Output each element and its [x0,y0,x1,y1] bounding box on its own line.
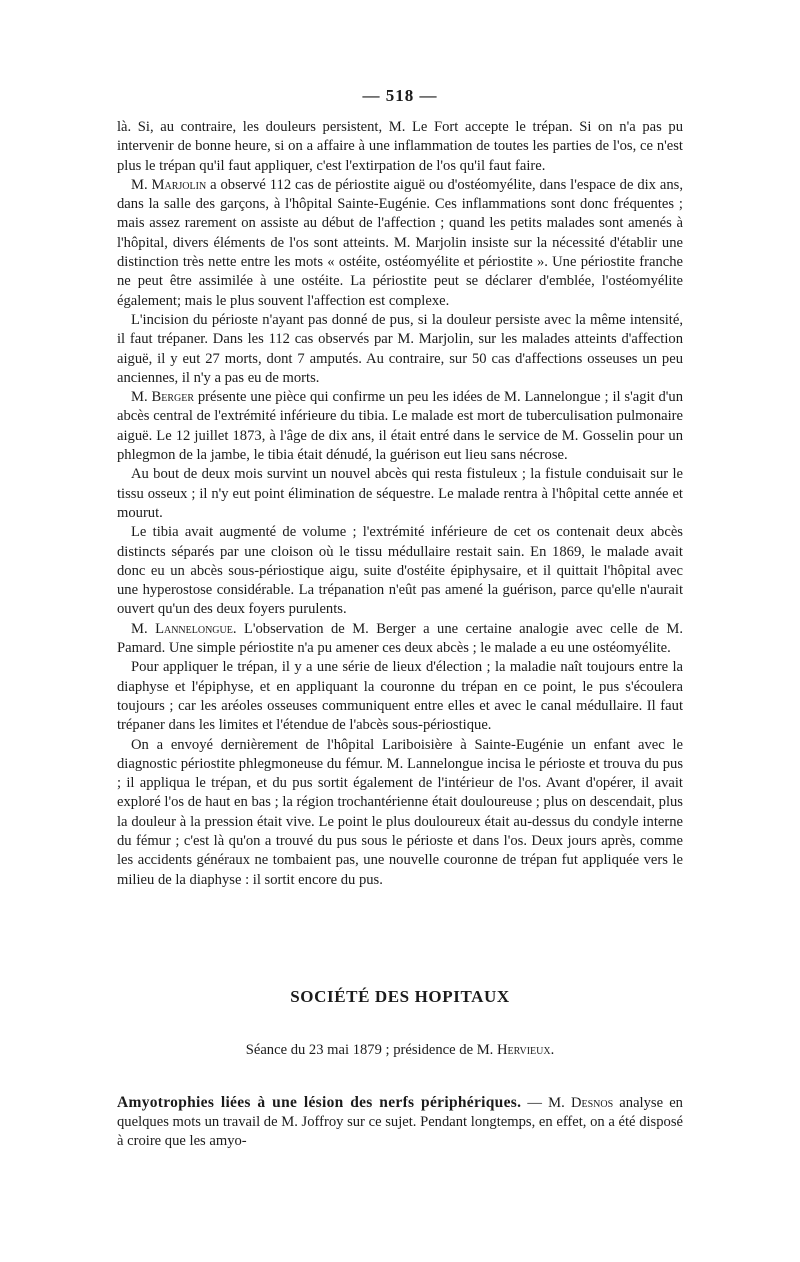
paragraph-p5 [117,465,683,523]
paragraph-text: . L'observation de M. Berger a une certaine analogie avec celle de M. Pamard. Une simple périostite n'a pu amener ces deux abcès ; le malade a eu une ostéomyélite. [117,620,683,657]
author-name: Marjolin [151,176,207,193]
paragraph-text: là. Si, au contraire, les douleurs persistent, M. Le Fort accepte le trépan. Si on n'a pas pu intervenir de bonne heure, si on a affaire à une inflammation de toutes les parties de l'os, ce n'est plus le trépan qu'il faut appliquer, c'est l'extirpation de l'os qu'il faut faire. [117,119,683,174]
paragraph-p1 [117,118,683,176]
paragraph-p4 [117,388,683,465]
paragraph-text: On a envoyé dernièrement de l'hôpital Lariboisière à Sainte-Eugénie un enfant avec le diagnostic périostite phlegmoneuse du fémur. M. Lannelongue incisa le périoste et trouva du pus ; il appliqua le trépan, et du pus sortit également de l'intérieur de l'os. Avant d'opérer, il avait exploré l'os de haut en bas ; la région trochantérienne était douloureuse ; plus on descendait, plus la douleur à la pression était vive. Le point le plus douloureux était au-dessus du condyle interne du fémur ; c'est là qu'on a trouvé du pus sous le périoste et dans l'os. Deux jours après, comme les accidents généraux ne tombaient pas, une nouvelle couronne de trépan fut appliquée vers le milieu de la diaphyse : il sortit encore du pus. [117,736,683,888]
section-title: Amyotrophies liées à une lésion des nerfs périphériques. [117,1093,522,1111]
author-name: Berger [151,389,195,406]
paragraph-p7 [117,620,683,659]
paragraph-text: M. [131,389,152,406]
paragraph-text: présente une pièce qui confirme un peu les idées de M. Lannelongue ; il s'agit d'un abcès central de l'extrémité inférieure du tibia. Le malade est mort de tuberculisation pulmonaire aiguë. Le 12 juillet 1873, à l'âge de dix ans, il était entré dans le service de M. Gosselin pour un phlegmon de la jambe, le tibia était dénudé, la guérison eut lieu sans nécrose. [117,389,683,464]
session-line [117,1042,683,1059]
paragraph-text: Au bout de deux mois survint un nouvel abcès qui resta fistuleux ; la fistule conduisait sur le tissu osseux ; il n'y eut point élimination de séquestre. Le malade rentra à l'hôpital cette année et mourut. [117,466,683,521]
body-text [117,118,683,890]
session-president: Hervieux [496,1041,551,1058]
paragraph-p8 [117,658,683,735]
paragraph-p6 [117,523,683,619]
session-prefix: Séance du 23 mai 1879 ; présidence de M. [245,1041,497,1058]
page-number: — 518 — [362,86,438,105]
paragraph-text: Pour appliquer le trépan, il y a une série de lieux d'élection ; la maladie naît toujours entre la diaphyse et l'épiphyse, et en appliquant la couronne du trépan en ce point, le pus s'écoulera toujours ; car les aréoles osseuses communiquent entre elles et avec le canal médullaire. Il faut trépaner dans les limites et l'étendue de l'abcès sous-périostique. [117,659,683,734]
paragraph-text: M. [131,176,152,193]
section-intro-name: Desnos [570,1094,614,1111]
paragraph-text: Le tibia avait augmenté de volume ; l'extrémité inférieure de cet os contenait deux abcès distincts séparés par une cloison où le tissu médullaire restait sain. En 1869, le malade avait donc eu un abcès sous-périostique aigu, suite d'ostéite épiphysaire, et il quittait l'hôpital avec une hyperostose considérable. La trépanation n'eût pas amené la guérison, parce qu'elle n'aurait ouvert qu'un des deux foyers purulents. [117,524,683,618]
paragraph-text: M. [131,620,156,637]
document-page [117,86,683,1152]
section-intro-text: analyse en quelques mots un travail de M. Joffroy sur ce sujet. Pendant longtemps, en effet, on a été disposé à croire que les amyo- [117,1094,683,1150]
paragraph-text: a observé 112 cas de périostite aiguë ou d'ostéomyélite, dans l'espace de dix ans, dans la salle des garçons, à l'hôpital Sainte-Eugénie. Ces inflammations sont donc fréquentes ; mais assez rarement on assiste au début de l'affection ; quand les petits malades sont amenés à l'hôpital, divers éléments de l'os sont atteints. M. Marjolin insiste sur la nécessité d'établir une distinction très nette entre les mots « ostéite, ostéomyélite et périostite ». Une périostite franche ne peut être assimilée à une ostéite. La périostite peut se déclarer d'emblée, l'ostéomyélite également; mais le plus souvent l'affection est complexe. [117,176,683,309]
society-heading: SOCIÉTÉ DES HOPITAUX [290,986,510,1006]
paragraph-text: L'incision du périoste n'ayant pas donné de pus, si la douleur persiste avec la même intensité, il faut trépaner. Dans les 112 cas observés par M. Marjolin, sur les malades atteints d'affection aiguë, il y eut 27 morts, dont 7 amputés. Au contraire, sur 50 cas d'affections osseuses un peu anciennes, il n'y a pas eu de morts. [117,311,683,386]
paragraph-p3 [117,311,683,388]
section-intro-prefix: — M. [521,1094,571,1111]
session-suffix: . [550,1041,555,1058]
paragraph-p2 [117,176,683,311]
paragraph-p9 [117,736,683,890]
section-paragraph [117,1093,683,1152]
author-name: Lannelongue [155,620,233,637]
